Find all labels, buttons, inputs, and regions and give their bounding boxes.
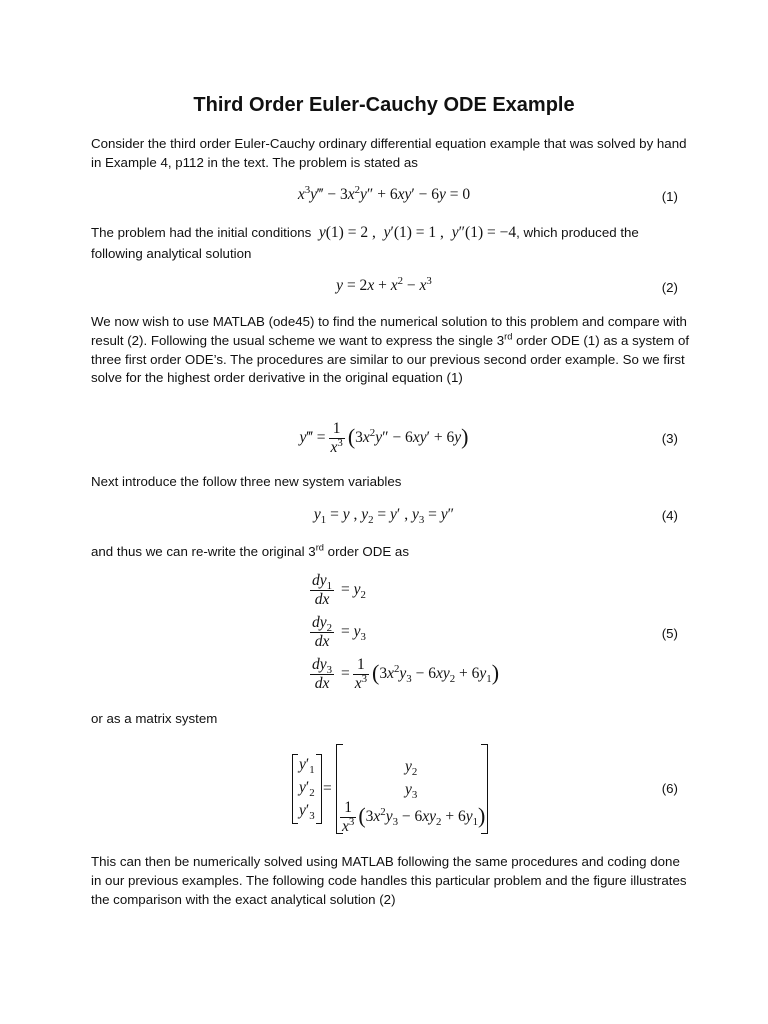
rewrite-text-b: order ODE as xyxy=(323,544,409,559)
equation-number-3: (3) xyxy=(661,431,678,446)
initial-suffix: , which produced the following analytical solution xyxy=(91,225,639,261)
equation-number-1: (1) xyxy=(661,189,678,204)
equals-sign: = xyxy=(323,780,332,797)
rewrite-sup: rd xyxy=(315,542,324,553)
equation-5-row-2: $\frac{dy_2}{dx}$ = $y_3$ xyxy=(312,614,366,650)
paragraph-closing: This can then be numerically solved using MATLAB following the same procedures and coding done in our previous examples. The following code handles this particular problem and the figure illustrates the comparison with the exact analytical solution (2) xyxy=(91,854,687,907)
left-vector-bracket-left xyxy=(292,754,298,824)
paragraph-initial-conditions xyxy=(91,222,691,264)
equation-number-6: (6) xyxy=(661,781,678,796)
equation-2: $y = 2x + x^2 - x^3$ xyxy=(336,274,432,294)
rhs-entry-2: $y_3$ xyxy=(405,781,418,802)
page-title: Third Order Euler-Cauchy ODE Example xyxy=(193,94,575,116)
equation-number-2: (2) xyxy=(661,280,678,295)
lhs-entry-1: $y'_1$ xyxy=(299,756,315,777)
equation-5-row-1: $\frac{dy_1}{dx}$ = $y_2$ xyxy=(312,572,366,608)
left-vector-bracket-right xyxy=(316,754,322,824)
paragraph-intro: Consider the third order Euler-Cauchy ordinary differential equation example that was solved by hand in Example 4, p112 in the text. The problem is stated as xyxy=(91,136,687,170)
lhs-entry-2: $y'_2$ xyxy=(299,779,315,800)
equation-number-5: (5) xyxy=(661,626,678,641)
initial-prefix: The problem had the initial conditions xyxy=(91,225,312,240)
equation-1: $x^3y‴ - 3x^2y'' + 6xy' - 6y = 0$ xyxy=(297,183,471,203)
rewrite-text-a: and thus we can re-write the original 3 xyxy=(91,544,316,559)
equation-number-4: (4) xyxy=(661,508,678,523)
paragraph-matrix-intro: or as a matrix system xyxy=(91,711,218,726)
lhs-entry-3: $y'_3$ xyxy=(299,802,315,823)
matlab-intro-text-b: order ODE (1) as a system of three first order ODE’s. The procedures are similar to our previous second order example. So we first solve for the highest order derivative in the original equation (1) xyxy=(91,332,690,386)
rhs-entry-1: $y_2$ xyxy=(405,758,418,779)
matlab-intro-text-a: We now wish to use MATLAB (ode45) to find the numerical solution to this problem and compare with result (2). Following the usual scheme we want to express the single 3 xyxy=(91,314,687,348)
initial-conditions-math: y(1) = 2 , y′(1) = 1 , y″(1) = −4 xyxy=(318,224,517,241)
paragraph-rewrite xyxy=(91,543,691,562)
paragraph-next-vars: Next introduce the follow three new system variables xyxy=(91,474,402,489)
paragraph-matlab-intro xyxy=(91,313,691,388)
equation-3: y‴ = $\frac{1}{x^3}$ $(3x^2y'' - 6xy' + 6y)$ xyxy=(299,420,469,456)
rhs-entry-3: $\frac{1}{x^3}$ $(3x^2y_3 - 6xy_2 + 6y_1)$ xyxy=(342,799,486,835)
equation-5-row-3: $\frac{dy_3}{dx}$ = $\frac{1}{x^3}$ $(3x^2y_3 - 6xy_2 + 6y_1)$ xyxy=(312,656,500,692)
matlab-intro-sup: rd xyxy=(504,331,513,342)
equation-4: $y_1 = y$ , $y_2 = y'$ , $y_3 = y''$ xyxy=(313,506,455,527)
